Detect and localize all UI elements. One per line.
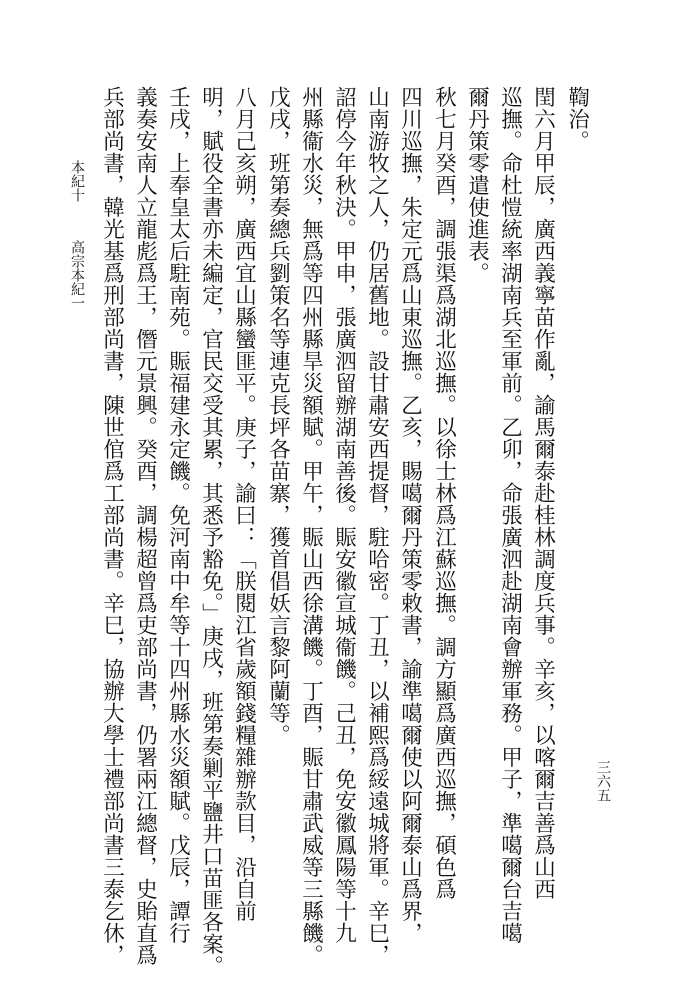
- text-column-6: 四川巡撫，朱定元爲山東巡撫。乙亥，賜噶爾丹策零敕書，諭準噶爾使以阿爾泰山爲界，: [397, 86, 423, 944]
- text-column-15: 兵部尚書，韓光基爲刑部尚書，陳世倌爲工部尚書。辛巳，協辦大學士禮部尚書三泰乞休，: [99, 86, 125, 966]
- section-label: 本紀十: [69, 160, 85, 202]
- text-column-3: 巡撫。命杜愷統率湖南兵至軍前。乙卯，命張廣泗赴湖南會辦軍務。甲子，準噶爾台吉噶: [497, 86, 523, 944]
- text-column-13: 壬戌，上奉皇太后駐南苑。賑福建永定饑。免河南中牟等十四州縣水災額賦。戊辰，譚行: [165, 86, 191, 944]
- text-column-4: 爾丹策零遣使進表。: [464, 86, 490, 284]
- text-column-8: 詔停今年秋決。甲申，張廣泗留辦湖南善後。賑安徽宣城衞饑。己丑，免安徽鳳陽等十九: [331, 86, 357, 944]
- text-column-2: 閏六月甲辰，廣西義寧苗作亂，諭馬爾泰赴桂林調度兵事。辛亥，以喀爾吉善爲山西: [530, 86, 556, 900]
- text-column-10: 戊戌，班第奏總兵劉策名等連克長坪各苗寨，獲首倡妖言黎阿蘭等。: [265, 86, 291, 746]
- chapter-title: 高宗本紀一: [69, 240, 85, 310]
- text-column-7: 山南游牧之人，仍居舊地。設甘肅安西提督，駐哈密。丁丑，以補熙爲綏遠城將軍。辛巳，: [364, 86, 390, 966]
- text-column-9: 州縣衞水災，無爲等四州縣旱災額賦。甲午，賑山西徐溝饑。丁酉，賑甘肅武威等三縣饑。: [298, 86, 324, 966]
- text-column-11: 八月己亥朔，廣西宜山縣蠻匪平。庚子，諭曰：「朕閱江省歲額錢糧雜辦款目，沿自前: [231, 86, 257, 922]
- page-number: 三六五: [595, 760, 611, 802]
- text-column-5: 秋七月癸酉，調張渠爲湖北巡撫。以徐士林爲江蘇巡撫。調方顯爲廣西巡撫，碩色爲: [431, 86, 457, 900]
- text-column-1: 鞫治。: [564, 86, 590, 152]
- text-column-12: 明，賦役全書亦未編定，官民交受其累，其悉予豁免。」庚戌，班第奏剿平鹽井口苗匪各案。: [198, 86, 224, 978]
- text-column-14: 義奏安南人立龍彪爲王，僭元景興。癸酉，調楊超曾爲吏部尚書，仍署兩江總督，史貽直爲: [132, 86, 158, 966]
